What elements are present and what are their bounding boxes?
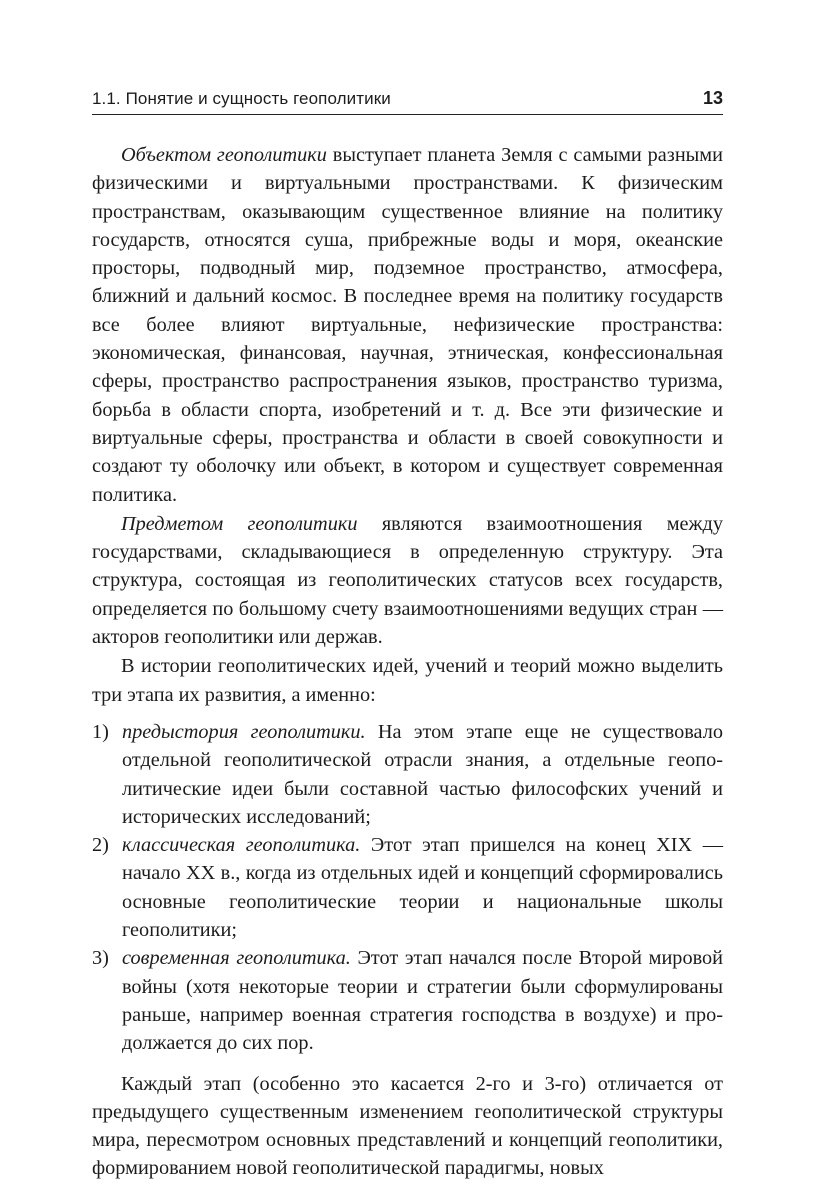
stages-list — [92, 718, 723, 1058]
list-item-term: классическая геополитика. — [122, 834, 361, 857]
body-text — [92, 141, 723, 1183]
list-item — [92, 718, 723, 831]
page-number: 13 — [702, 88, 723, 108]
paragraph-stages-differences: Каждый этап (особенно это касается 2-го и 3-го) отличается от предыдущего существенным изменением геополитической структуры мира, пересмотром основных представлений и концепций геополитики, формированием новой геополитической парадигмы, новых — [92, 1072, 723, 1180]
list-item-term: современная геополитика. — [122, 947, 351, 970]
list-item-text: Этот этап начался после Второй мировой войны (хотя некоторые теории и стратегии были сформулированы раньше, например военная стратегия господства в воздухе) и продолжается до сих пор. — [122, 947, 724, 1055]
list-item-text: На этом этапе еще не существовало отдельной геополитической отрасли знания, а отдельные геополитические идеи были составной частью философских учений и исторических исследований; — [122, 720, 723, 828]
paragraph-text: являются взаимоотношения между государствами, складывающиеся в определенную структуру. Эта структура, состоящая из геополитических статусов всех государств, определяется по большому счету взаимоотношениями ведущих стран — акторов геополитики или держав. — [92, 512, 724, 649]
paragraph-subject — [92, 510, 723, 651]
header-rule — [92, 114, 723, 115]
list-item-number: 3) — [92, 947, 109, 970]
term-object: Объектом геополитики — [121, 144, 327, 166]
paragraph-text: выступает планета Земля с самыми разными физическими и виртуальными пространствами. К физическим пространствам, оказывающим существенное влияние на политику государств, относятся суша, прибрежные воды и моря, океанские просторы, подводный мир, подземное пространство, атмосфера, ближний и дальний космос. В последнее время на политику государств все более влияют виртуальные, нефизические пространства: экономическая, финансовая, научная, этническая, конфессиональная сферы, пространство распространения языков, пространство туризма, борьба в области спорта, изобретений и т. д. Все эти физические и виртуальные сферы, пространства и области в своей совокупности и создают ту оболочку или объект, в котором и существует современная политика. — [92, 144, 723, 506]
paragraph-history-intro: В истории геополитических идей, учений и теорий можно выделить три этапа их развития, а именно: — [92, 655, 723, 706]
list-item — [92, 831, 723, 944]
list-item — [92, 944, 723, 1057]
running-header — [92, 88, 723, 109]
term-subject: Предметом геополитики — [121, 512, 358, 535]
list-item-text: Этот этап пришелся на конец XIX — начало XX в., когда из отдельных идей и концепций сформировались основные геополитические теории и национальные школы геополитики; — [122, 834, 724, 942]
list-item-number: 2) — [92, 834, 109, 857]
list-item-number: 1) — [92, 720, 109, 743]
list-item-term: предыстория геополитики. — [122, 720, 366, 743]
paragraph-object — [92, 141, 723, 509]
section-title: 1.1. Понятие и сущность геополитики — [92, 89, 391, 108]
